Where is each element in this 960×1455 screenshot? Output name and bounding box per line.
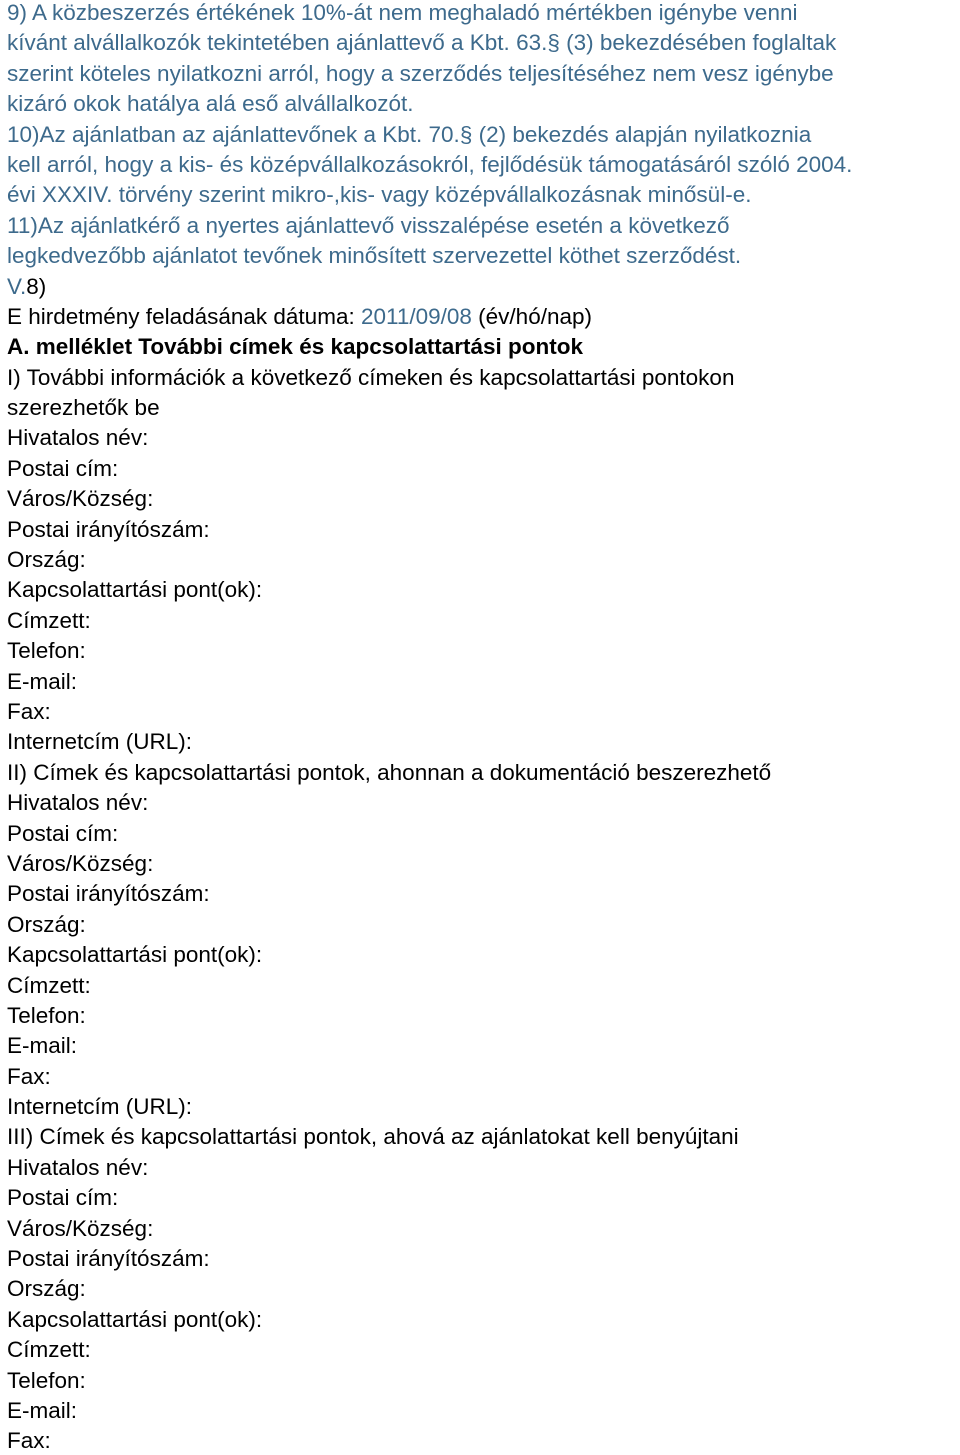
field-postal-code: Postai irányítószám: [7, 1246, 210, 1272]
field-attention: Címzett: [7, 972, 91, 998]
field-attention: Címzett: [7, 1337, 91, 1363]
field-fax: Fax: [7, 1063, 51, 1089]
dispatch-date-value: 2011/09/08 [360, 303, 472, 329]
intro-line: 10)Az ajánlatban az ajánlattevőnek a Kbt. 70.§ (2) bekezdés alapján nyilatkoznia [7, 121, 812, 147]
field-internet-url: Internetcím (URL): [7, 1094, 193, 1120]
dispatch-date-line [7, 302, 960, 332]
section-i-title-cont: szerezhetők be [7, 395, 160, 421]
intro-line: legkedvezőbb ajánlatot tevőnek minősített szervezettel köthet szerződést. [7, 243, 742, 269]
field-email: E-mail: [7, 668, 78, 694]
field-official-name: Hivatalos név: [7, 790, 149, 816]
section-ii-title: II) Címek és kapcsolattartási pontok, ahonnan a dokumentáció beszerezhető [7, 759, 772, 785]
field-contact-points: Kapcsolattartási pont(ok): [7, 577, 263, 603]
intro-line: szerint köteles nyilatkozni arról, hogy a szerződés teljesítéséhez nem vesz igénybe [7, 60, 834, 86]
field-official-name: Hivatalos név: [7, 425, 149, 451]
intro-line: 9) A közbeszerzés értékének 10%-át nem meghaladó mértékben igénybe venni [7, 0, 798, 25]
field-town: Város/Község: [7, 850, 154, 876]
field-postal-address: Postai cím: [7, 1185, 119, 1211]
field-fax: Fax: [7, 698, 51, 724]
section-v-label: V. [7, 273, 27, 299]
field-country: Ország: [7, 1276, 86, 1302]
field-postal-address: Postai cím: [7, 455, 119, 481]
field-attention: Címzett: [7, 607, 91, 633]
field-telephone: Telefon: [7, 1367, 86, 1393]
field-town: Város/Község: [7, 486, 154, 512]
section-v8-heading [7, 272, 960, 302]
intro-line: 11)Az ajánlatkérő a nyertes ajánlattevő visszalépése esetén a következő [7, 212, 730, 238]
intro-block [7, 0, 960, 272]
intro-line: kívánt alvállalkozók tekintetében ajánlattevő a Kbt. 63.§ (3) bekezdésében foglaltak [7, 30, 837, 56]
field-postal-code: Postai irányítószám: [7, 881, 210, 907]
field-country: Ország: [7, 911, 86, 937]
annex-title [7, 332, 960, 362]
dispatch-date-format: (év/hó/nap) [471, 303, 592, 329]
field-email: E-mail: [7, 1033, 78, 1059]
field-country: Ország: [7, 547, 86, 573]
field-town: Város/Község: [7, 1215, 154, 1241]
field-postal-code: Postai irányítószám: [7, 516, 210, 542]
field-telephone: Telefon: [7, 1002, 86, 1028]
section-8-label: 8) [26, 273, 47, 299]
field-fax: Fax: [7, 1428, 51, 1454]
section-iii-title: III) Címek és kapcsolattartási pontok, ahová az ajánlatokat kell benyújtani [7, 1124, 739, 1150]
field-contact-points: Kapcsolattartási pont(ok): [7, 1306, 263, 1332]
dispatch-date-label: E hirdetmény feladásának dátuma: [7, 303, 361, 329]
intro-line: kell arról, hogy a kis- és középvállalkozásokról, fejlődésük támogatásáról szóló 2004. [7, 151, 853, 177]
annex-title-a: A. [7, 334, 30, 360]
intro-line: évi XXXIV. törvény szerint mikro-,kis- vagy középvállalkozásnak minősül-e. [7, 182, 752, 208]
field-contact-points: Kapcsolattartási pont(ok): [7, 942, 263, 968]
intro-line: kizáró okok hatálya alá eső alvállalkozót. [7, 91, 414, 117]
annex-title-rest: melléklet További címek és kapcsolattartási pontok [29, 334, 584, 360]
field-internet-url: Internetcím (URL): [7, 729, 193, 755]
field-postal-address: Postai cím: [7, 820, 119, 846]
field-official-name: Hivatalos név: [7, 1154, 149, 1180]
field-telephone: Telefon: [7, 638, 86, 664]
field-email: E-mail: [7, 1397, 78, 1423]
section-i-title: I) További információk a következő címeken és kapcsolattartási pontokon [7, 364, 735, 390]
